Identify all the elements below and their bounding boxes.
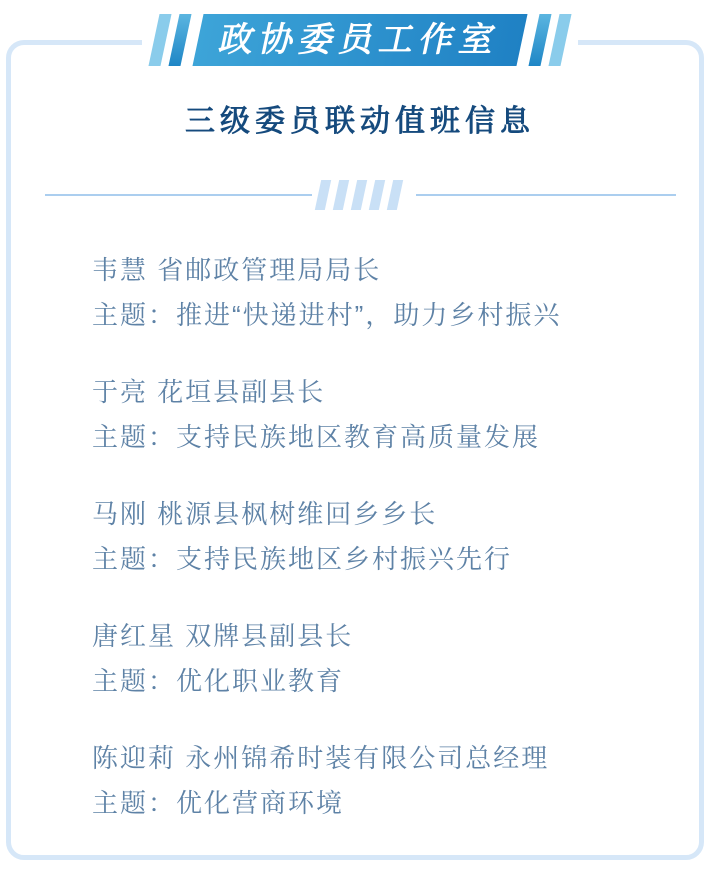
duty-entry	[92, 736, 652, 826]
topic-line: 主题：优化营商环境	[92, 788, 345, 818]
banner-ribbon	[192, 14, 527, 66]
divider-stripe-icon	[368, 180, 384, 210]
person-line: 韦慧 省邮政管理局局长	[92, 255, 382, 285]
topic-line: 主题：支持民族地区教育高质量发展	[92, 422, 541, 452]
divider-stripe-icon	[386, 180, 402, 210]
section-divider	[0, 180, 720, 210]
topic-line: 主题：支持民族地区乡村振兴先行	[92, 544, 513, 574]
divider-line-left	[45, 194, 312, 196]
divider-stripes-icon	[318, 180, 400, 210]
divider-stripe-icon	[332, 180, 348, 210]
banner-label: 政协委员工作室	[215, 21, 505, 59]
person-line: 于亮 花垣县副县长	[92, 377, 326, 407]
duty-list	[92, 248, 652, 858]
page-title: 三级委员联动值班信息	[185, 105, 535, 138]
duty-entry	[92, 492, 652, 582]
banner-inner	[142, 14, 578, 66]
divider-stripe-icon	[314, 180, 330, 210]
banner-stripe-right-inner-icon	[528, 14, 551, 66]
banner	[0, 14, 720, 66]
duty-entry	[92, 614, 652, 704]
person-line: 唐红星 双牌县副县长	[92, 621, 354, 651]
banner-stripe-left-outer-icon	[148, 14, 171, 66]
person-line: 陈迎莉 永州锦希时装有限公司总经理	[92, 743, 550, 773]
divider-line-right	[416, 194, 676, 196]
topic-line: 主题：推进“快递进村”，助力乡村振兴	[92, 300, 562, 330]
divider-stripe-icon	[350, 180, 366, 210]
duty-entry	[92, 370, 652, 460]
banner-stripe-left-inner-icon	[168, 14, 191, 66]
person-line: 马刚 桃源县枫树维回乡乡长	[92, 499, 438, 529]
topic-line: 主题：优化职业教育	[92, 666, 345, 696]
duty-entry	[92, 248, 652, 338]
banner-stripe-right-outer-icon	[548, 14, 571, 66]
